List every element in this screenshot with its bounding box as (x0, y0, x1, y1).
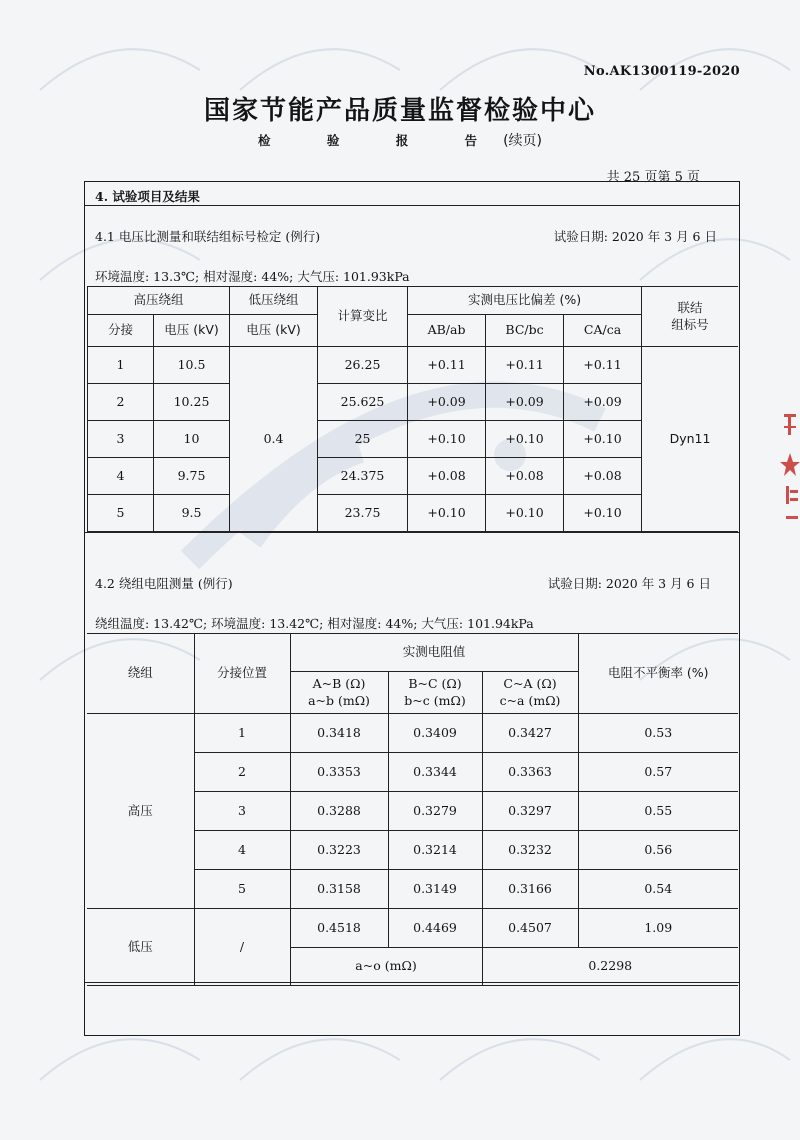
header-unbalance: 电阻不平衡率 (%) (578, 634, 738, 714)
header-ab-resistance (290, 672, 388, 714)
ab-unit-line2: a~b (mΩ) (308, 692, 370, 708)
lv-tap-cell: / (194, 909, 290, 986)
ratio-cell: 25.625 (318, 384, 408, 421)
lv-label: 低压 (87, 909, 194, 986)
test2-date: 试验日期: 2020 年 3 月 6 日 (547, 576, 711, 591)
section-title: 4. 试验项目及结果 (95, 189, 200, 204)
ca-unit-line2: c~a (mΩ) (499, 692, 561, 708)
ab-cell: +0.10 (408, 421, 486, 458)
bc-unit-line1: B~C (Ω) (408, 675, 462, 691)
bc-cell: +0.10 (486, 421, 564, 458)
tap-cell: 1 (194, 714, 290, 753)
header-hv-winding: 高压绕组 (88, 287, 230, 315)
report-number: No.AK1300119-2020 (583, 64, 740, 79)
results-frame (84, 181, 740, 1036)
table-row (87, 714, 738, 753)
bc-unit-line2: b~c (mΩ) (404, 692, 466, 708)
header-ca: CA/ca (564, 315, 642, 347)
ao-label: a~o (mΩ) (290, 948, 482, 986)
table-row (88, 458, 642, 495)
vector-group-line2: 组标号 (671, 316, 709, 332)
test1-title: 4.1 电压比测量和联结组标号检定 (例行) (95, 229, 321, 244)
tap-cell: 2 (88, 384, 154, 421)
hv-voltage-cell: 10 (154, 421, 230, 458)
ca-cell: +0.10 (564, 421, 642, 458)
tap-cell: 2 (194, 753, 290, 792)
divider (85, 205, 739, 206)
tap-cell: 5 (88, 495, 154, 532)
header-hv-voltage: 电压 (kV) (154, 315, 230, 347)
ab-cell: +0.10 (408, 495, 486, 532)
table-row (87, 909, 738, 948)
unbalance-cell: 0.57 (578, 753, 738, 792)
divider (85, 982, 739, 983)
unbalance-cell: 1.09 (578, 909, 738, 948)
bc-cell: 0.3279 (388, 792, 482, 831)
test1-environment: 环境温度: 13.3℃; 相对湿度: 44%; 大气压: 101.93kPa (95, 269, 410, 284)
bc-cell: +0.11 (486, 347, 564, 384)
header-ab: AB/ab (408, 315, 486, 347)
table-row (88, 384, 642, 421)
ca-cell: 0.3297 (482, 792, 578, 831)
header-deviation: 实测电压比偏差 (%) (408, 287, 642, 315)
page-count: 共 25 页第 5 页 (606, 170, 700, 185)
header-lv-winding: 低压绕组 (230, 287, 318, 315)
tap-cell: 3 (194, 792, 290, 831)
ca-cell: 0.3427 (482, 714, 578, 753)
ab-cell: 0.4518 (290, 909, 388, 948)
ca-cell: 0.3363 (482, 753, 578, 792)
table-row (88, 421, 642, 458)
bc-cell: +0.09 (486, 384, 564, 421)
ab-unit-line1: A~B (Ω) (312, 675, 366, 691)
vector-group-value: Dyn11 (642, 347, 739, 532)
ca-cell: 0.3166 (482, 870, 578, 909)
ao-value: 0.2298 (482, 948, 738, 986)
ca-cell: 0.3232 (482, 831, 578, 870)
vector-group-line1: 联结 (677, 299, 703, 315)
header-bc-resistance (388, 672, 482, 714)
bc-cell: 0.4469 (388, 909, 482, 948)
seal-stamp-icon (778, 408, 800, 528)
report-title (0, 130, 800, 150)
ca-unit-line1: C~A (Ω) (503, 675, 557, 691)
ratio-cell: 24.375 (318, 458, 408, 495)
unbalance-cell: 0.53 (578, 714, 738, 753)
continued-label: (续页) (503, 133, 542, 149)
winding-resistance-table (87, 633, 738, 986)
header-winding: 绕组 (87, 634, 194, 714)
hv-voltage-cell: 9.75 (154, 458, 230, 495)
ca-cell: +0.09 (564, 384, 642, 421)
tap-cell: 3 (88, 421, 154, 458)
ratio-cell: 26.25 (318, 347, 408, 384)
ca-cell: +0.08 (564, 458, 642, 495)
hv-label: 高压 (87, 714, 194, 909)
ab-cell: 0.3353 (290, 753, 388, 792)
bc-cell: +0.08 (486, 458, 564, 495)
tap-cell: 1 (88, 347, 154, 384)
header-lv-voltage: 电压 (kV) (230, 315, 318, 347)
test2-title: 4.2 绕组电阻测量 (例行) (95, 576, 233, 591)
ratio-cell: 23.75 (318, 495, 408, 532)
bc-cell: 0.3344 (388, 753, 482, 792)
bc-cell: 0.3409 (388, 714, 482, 753)
header-measured: 实测电阻值 (290, 634, 578, 672)
header-ca-resistance (482, 672, 578, 714)
tap-cell: 4 (88, 458, 154, 495)
header-tap-position: 分接位置 (194, 634, 290, 714)
ab-cell: +0.11 (408, 347, 486, 384)
header-vector-group (642, 287, 739, 347)
tap-cell: 5 (194, 870, 290, 909)
ab-cell: 0.3288 (290, 792, 388, 831)
ab-cell: +0.09 (408, 384, 486, 421)
ca-cell: +0.11 (564, 347, 642, 384)
bc-cell: 0.3149 (388, 870, 482, 909)
tap-cell: 4 (194, 831, 290, 870)
test2-environment: 绕组温度: 13.42℃; 环境温度: 13.42℃; 相对湿度: 44%; 大气压: 101.94kPa (95, 616, 534, 631)
ca-cell: +0.10 (564, 495, 642, 532)
unbalance-cell: 0.54 (578, 870, 738, 909)
test1-date: 试验日期: 2020 年 3 月 6 日 (553, 229, 717, 244)
header-bc: BC/bc (486, 315, 564, 347)
hv-voltage-cell: 10.25 (154, 384, 230, 421)
bc-cell: +0.10 (486, 495, 564, 532)
vector-group-table (641, 286, 738, 532)
report-title-text: 检 验 报 告 (258, 133, 504, 148)
lv-voltage-cell: 0.4 (230, 347, 318, 532)
bc-cell: 0.3214 (388, 831, 482, 870)
ca-cell: 0.4507 (482, 909, 578, 948)
hv-voltage-cell: 10.5 (154, 347, 230, 384)
table-row (88, 347, 642, 384)
voltage-ratio-table (87, 286, 642, 532)
table-row (88, 495, 642, 532)
ab-cell: 0.3223 (290, 831, 388, 870)
unbalance-cell: 0.56 (578, 831, 738, 870)
ab-cell: 0.3158 (290, 870, 388, 909)
ratio-cell: 25 (318, 421, 408, 458)
unbalance-cell: 0.55 (578, 792, 738, 831)
ab-cell: +0.08 (408, 458, 486, 495)
hv-voltage-cell: 9.5 (154, 495, 230, 532)
organization-title: 国家节能产品质量监督检验中心 (203, 96, 596, 126)
divider (85, 532, 739, 533)
header-tap: 分接 (88, 315, 154, 347)
ab-cell: 0.3418 (290, 714, 388, 753)
header-calc-ratio: 计算变比 (318, 287, 408, 347)
